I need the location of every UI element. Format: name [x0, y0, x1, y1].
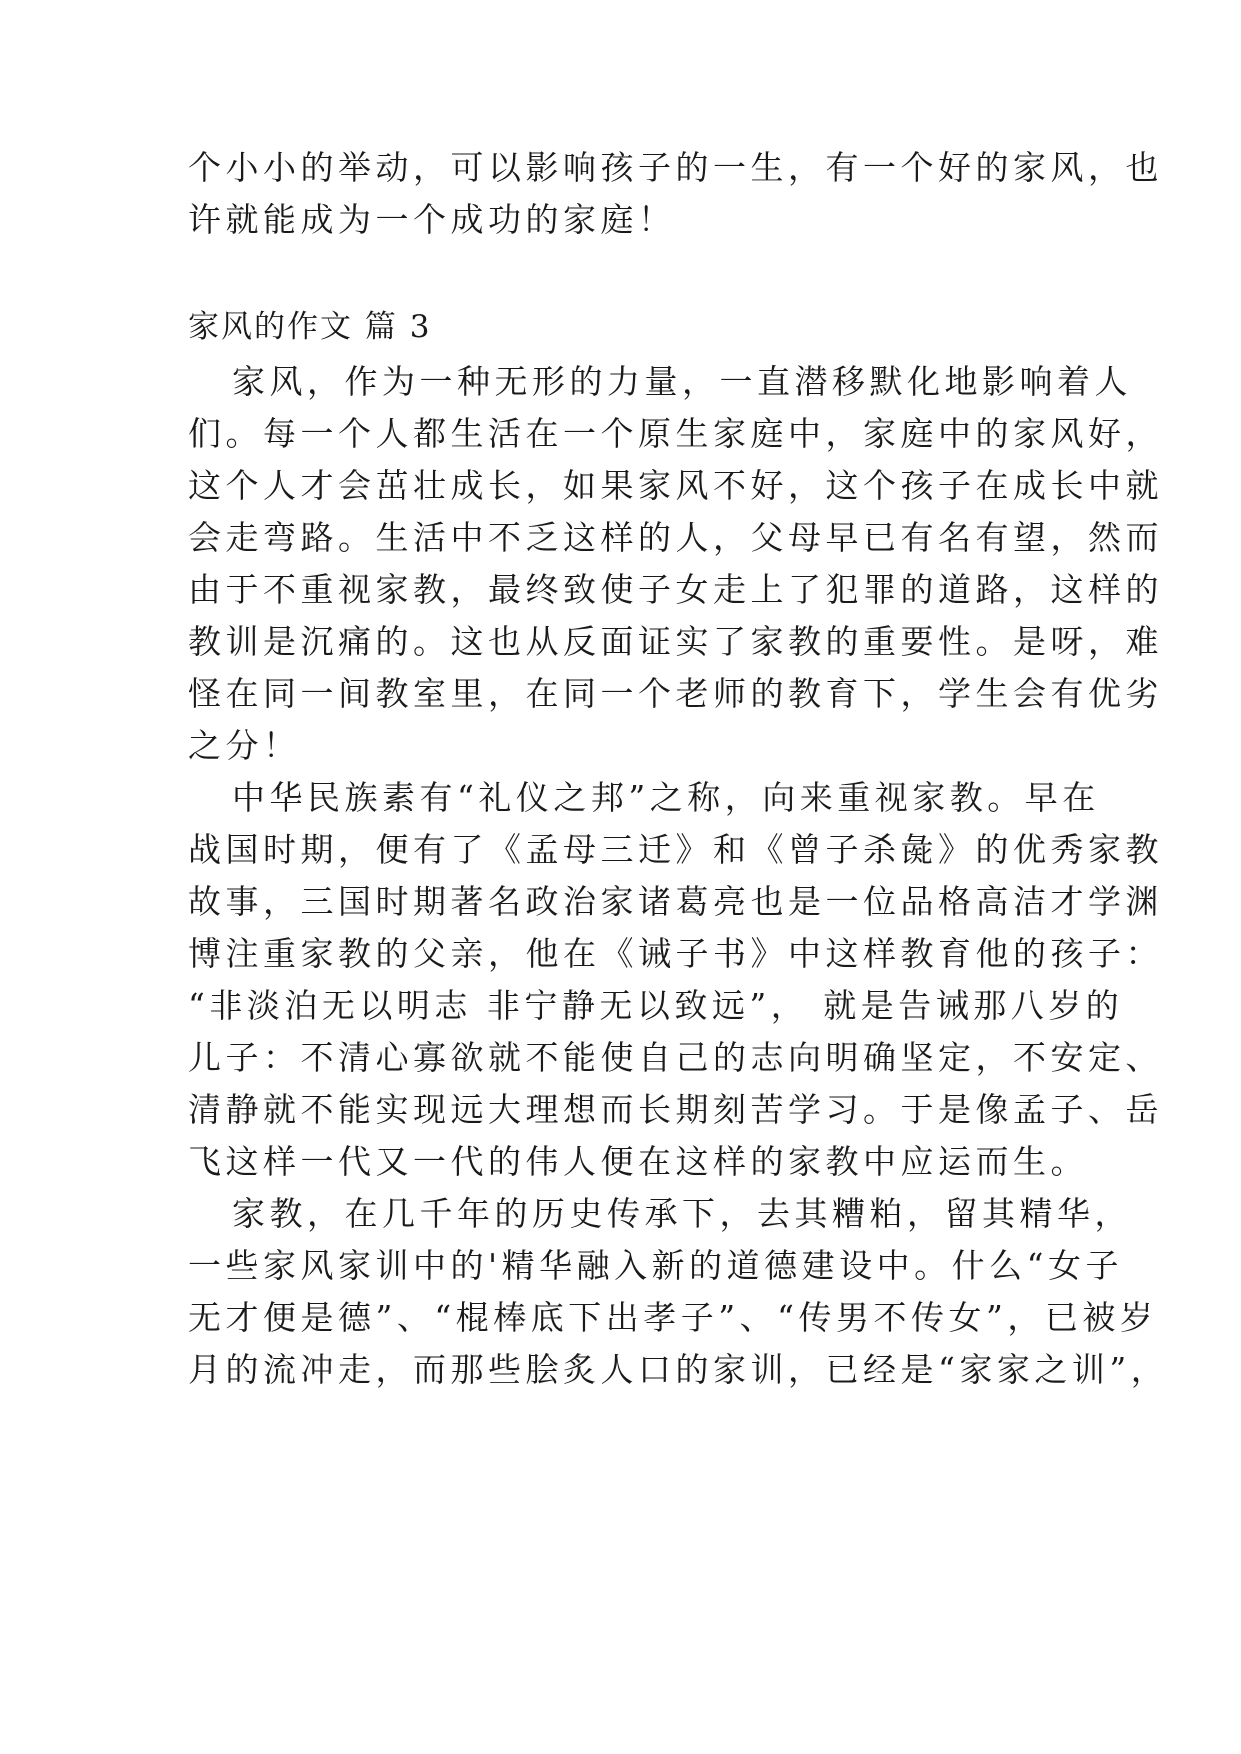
text-line: 无才便是德”、“棍棒底下出孝子”、“传男不传女”，已被岁	[188, 1298, 1158, 1337]
text-line: “非淡泊无以明志 非宁静无以致远”， 就是告诫那八岁的	[188, 986, 1124, 1025]
text-line: 月的流冲走，而那些脍炙人口的家训，已经是“家家之训”，	[188, 1350, 1169, 1389]
text-line: 家风，作为一种无形的力量，一直潜移默化地影响着人	[232, 362, 1132, 401]
text-line: 飞这样一代又一代的伟人便在这样的家教中应运而生。	[188, 1142, 1088, 1181]
text-line: 由于不重视家教，最终致使子女走上了犯罪的道路，这样的	[188, 570, 1163, 609]
text-line: 儿子：不清心寡欲就不能使自己的志向明确坚定，不安定、	[188, 1038, 1163, 1077]
section-title: 家风的作文 篇 3	[188, 309, 432, 345]
text-line: 故事，三国时期著名政治家诸葛亮也是一位品格高洁才学渊	[188, 882, 1163, 921]
text-line: 教训是沉痛的。这也从反面证实了家教的重要性。是呀，难	[188, 622, 1163, 661]
text-line: 这个人才会茁壮成长，如果家风不好，这个孩子在成长中就	[188, 466, 1163, 505]
text-line: 博注重家教的父亲，他在《诫子书》中这样教育他的孩子：	[188, 934, 1163, 973]
text-line: 个小小的举动，可以影响孩子的一生，有一个好的家风，也	[188, 148, 1163, 187]
text-line: 清静就不能实现远大理想而长期刻苦学习。于是像孟子、岳	[188, 1090, 1163, 1129]
text-line: 之分！	[188, 726, 301, 765]
text-line: 会走弯路。生活中不乏这样的人，父母早已有名有望，然而	[188, 518, 1163, 557]
text-line: 中华民族素有“礼仪之邦”之称，向来重视家教。早在	[232, 778, 1100, 817]
text-line: 家教，在几千年的历史传承下，去其糟粕，留其精华，	[232, 1194, 1132, 1233]
text-line: 怪在同一间教室里，在同一个老师的教育下，学生会有优劣	[188, 674, 1163, 713]
text-line: 战国时期，便有了《孟母三迁》和《曾子杀彘》的优秀家教	[188, 830, 1163, 869]
text-line: 一些家风家训中的'精华融入新的道德建设中。什么“女子	[188, 1246, 1123, 1285]
text-line: 们。每一个人都生活在一个原生家庭中，家庭中的家风好，	[188, 414, 1163, 453]
text-line: 许就能成为一个成功的家庭！	[188, 200, 676, 239]
